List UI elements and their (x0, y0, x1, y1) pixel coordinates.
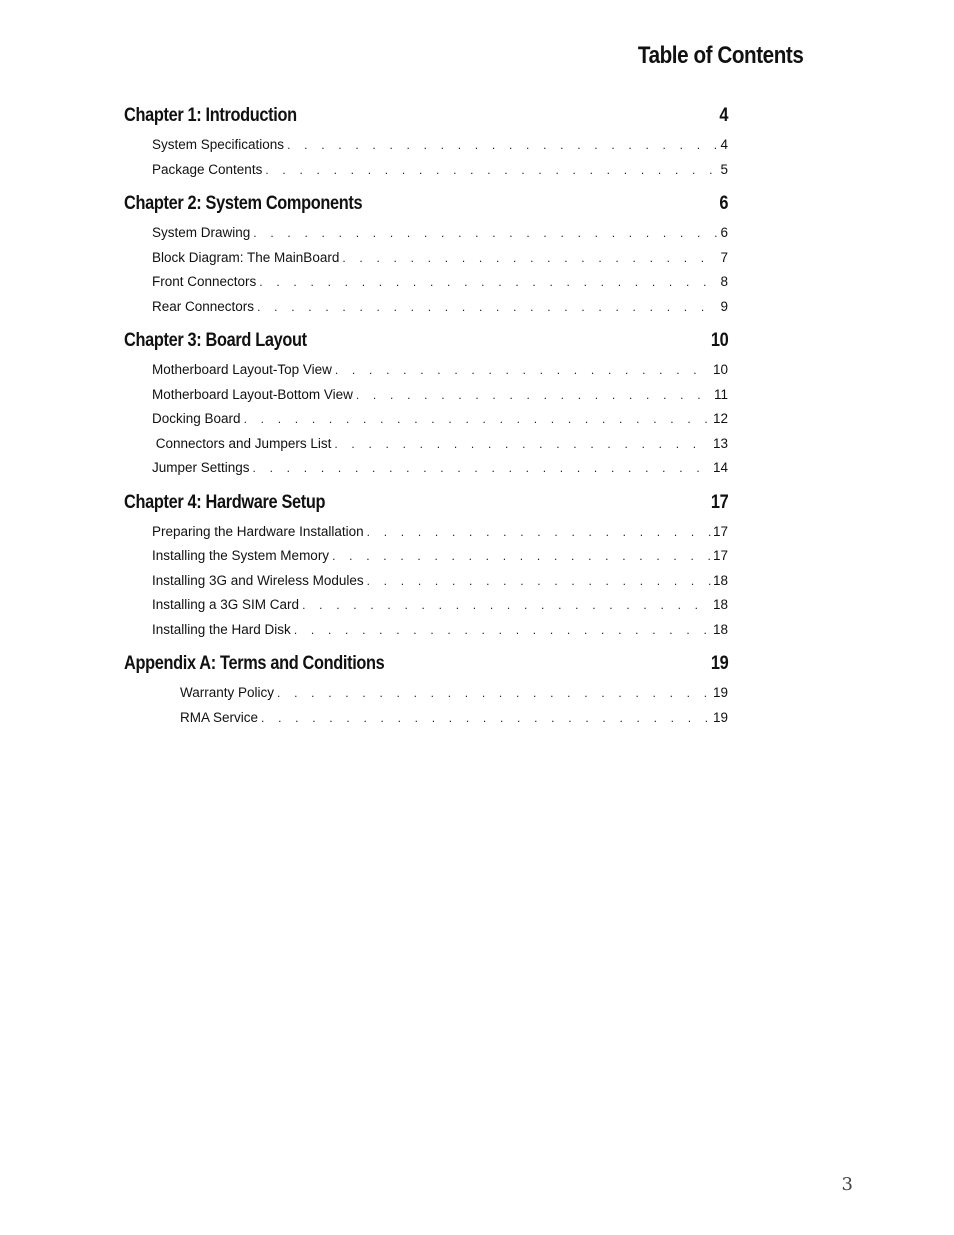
dot-leader (259, 270, 718, 295)
chapter-heading[interactable] (124, 325, 728, 357)
toc-entry[interactable] (124, 520, 728, 545)
entry-title: System Drawing (152, 225, 251, 240)
toc-entry[interactable] (124, 270, 728, 295)
chapter-title: Chapter 2: System Components (124, 193, 363, 214)
entry-title: Preparing the Hardware Installation (152, 523, 364, 539)
chapter-heading[interactable] (124, 487, 728, 519)
chapter-3 (124, 325, 728, 481)
entry-page-number: 18 (712, 621, 728, 637)
dot-leader (294, 618, 711, 643)
toc-entry[interactable] (124, 618, 728, 643)
chapter-page-number: 17 (710, 491, 728, 513)
entry-page-number: 17 (712, 523, 728, 539)
entry-title: Warranty Policy (180, 685, 275, 700)
chapter-2 (124, 188, 728, 319)
toc-entry[interactable] (124, 569, 728, 594)
dot-leader (253, 456, 711, 481)
toc-entry[interactable] (124, 358, 728, 383)
entry-page-number: 14 (712, 460, 728, 475)
entry-page-number: 10 (712, 362, 728, 377)
chapter-page-number: 6 (719, 193, 728, 214)
chapter-heading[interactable] (124, 100, 728, 132)
entry-title: RMA Service (180, 709, 259, 725)
entry-title: Motherboard Layout-Top View (152, 362, 332, 377)
toc-entry[interactable] (124, 133, 728, 158)
dot-leader (334, 432, 711, 457)
chapter-heading[interactable] (124, 648, 728, 680)
toc-entry[interactable] (124, 456, 728, 481)
entry-title: Block Diagram: The MainBoard (152, 249, 340, 265)
entry-page-number: 12 (712, 411, 728, 426)
entry-title: Package Contents (152, 161, 263, 177)
chapter-4 (124, 487, 728, 643)
dot-leader (335, 358, 711, 383)
toc-entry[interactable] (124, 593, 728, 618)
entry-page-number: 17 (712, 548, 728, 563)
dot-leader (265, 158, 718, 183)
entry-title: Rear Connectors (152, 298, 255, 314)
entry-page-number: 6 (720, 225, 728, 240)
entry-title: Installing the System Memory (152, 548, 330, 563)
page-title: Table of Contents (637, 42, 803, 69)
toc-entry[interactable] (124, 246, 728, 271)
dot-leader (257, 295, 718, 320)
chapter-page-number: 10 (710, 330, 728, 351)
entry-title: Motherboard Layout-Bottom View (152, 386, 353, 402)
toc-entry[interactable] (124, 295, 728, 320)
entry-page-number: 18 (712, 597, 728, 612)
entry-page-number: 19 (712, 685, 728, 700)
toc-entry[interactable] (124, 383, 728, 408)
chapter-title: Chapter 4: Hardware Setup (124, 491, 326, 513)
toc-entry[interactable] (124, 158, 728, 183)
dot-leader (302, 593, 711, 618)
entry-page-number: 5 (720, 161, 728, 177)
chapter-heading[interactable] (124, 188, 728, 220)
dot-leader (261, 706, 711, 731)
entry-title: Connectors and Jumpers List (152, 435, 332, 451)
toc-entry[interactable] (124, 407, 728, 432)
entry-page-number: 9 (720, 298, 728, 314)
page-number: 3 (841, 1174, 853, 1195)
dot-leader (342, 246, 718, 271)
dot-leader (253, 221, 718, 246)
toc-entry[interactable] (124, 432, 728, 457)
chapter-page-number: 19 (710, 653, 728, 674)
dot-leader (367, 520, 711, 545)
entry-title: System Specifications (152, 137, 285, 152)
entry-page-number: 4 (720, 137, 728, 152)
entry-title: Installing the Hard Disk (152, 621, 291, 637)
chapter-title: Appendix A: Terms and Conditions (124, 653, 385, 674)
entry-title: Docking Board (152, 411, 241, 426)
entry-page-number: 7 (720, 249, 728, 265)
entry-page-number: 8 (720, 274, 728, 289)
toc-entry[interactable] (124, 681, 728, 706)
dot-leader (332, 544, 711, 569)
chapter-title: Chapter 1: Introduction (124, 105, 297, 126)
dot-leader (277, 681, 711, 706)
dot-leader (356, 383, 712, 408)
entry-title: Installing a 3G SIM Card (152, 597, 300, 612)
dot-leader (244, 407, 711, 432)
chapter-title: Chapter 3: Board Layout (124, 330, 307, 351)
entry-page-number: 11 (713, 386, 728, 402)
table-of-contents (124, 100, 728, 736)
entry-title: Front Connectors (152, 274, 257, 289)
chapter-1 (124, 100, 728, 182)
chapter-page-number: 4 (719, 105, 728, 126)
toc-entry[interactable] (124, 706, 728, 731)
dot-leader (287, 133, 718, 158)
entry-title: Installing 3G and Wireless Modules (152, 572, 364, 588)
dot-leader (367, 569, 711, 594)
entry-page-number: 19 (712, 709, 728, 725)
entry-page-number: 18 (712, 572, 728, 588)
appendix-a (124, 648, 728, 730)
entry-title: Jumper Settings (152, 460, 250, 475)
toc-entry[interactable] (124, 221, 728, 246)
entry-page-number: 13 (712, 435, 728, 451)
toc-entry[interactable] (124, 544, 728, 569)
